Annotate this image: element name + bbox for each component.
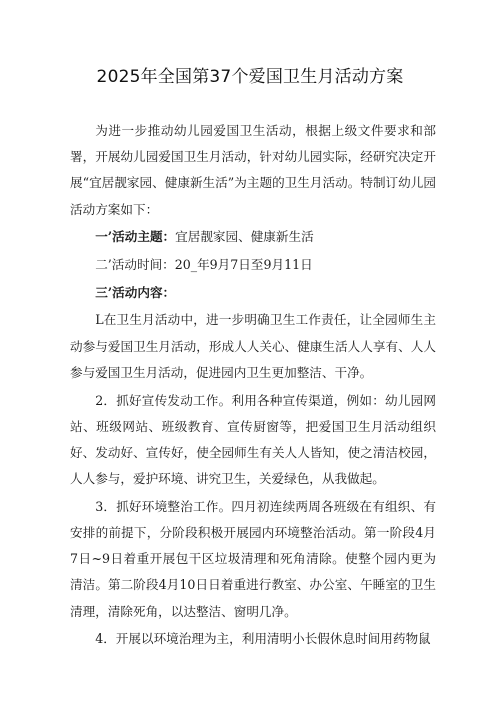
item-theme-value: 宜居靓家园、健康新生活 [175, 229, 314, 245]
document-body [70, 118, 436, 654]
item-theme [70, 224, 436, 250]
item-time: 二’活动时间：20_年9月7日至9月11日 [95, 257, 313, 273]
item-content-label: 三’活动内容： [95, 284, 176, 300]
content-paragraph-2: 2．抓好宣传发动工作。利用各种宣传渠道，例如：幼儿园网站、班级网站、班级教育、宣传厨窗等，把爱国卫生月活动组织好、发动好、宣传好，使全园师生有关人人皆知，使之清洁校园，人人参与，爱护环境、讲究卫生，关爱绿色，从我做起。 [70, 392, 436, 487]
intro-paragraph: 为进一步推动幼儿园爱国卫生活动，根据上级文件要求和部署，开展幼儿园爱国卫生月活动，针对幼儿园实际，经研究决定开展“宜居靓家园、健康新生活”为主题的卫生月活动。特制订幼儿园活动方案如下： [70, 123, 436, 217]
item-content-heading [70, 280, 436, 306]
item-theme-label: 一’活动主题： [95, 229, 176, 245]
page-title: 2025年全国第37个爱国卫生月活动方案 [96, 67, 404, 87]
content-paragraph-3: 3．抓好环境整治工作。四月初连续两周各班级在有组织、有安排的前提下，分阶段积极开展园内环境整治活动。第一阶段4月7日~9日着重开展包干区垃圾清理和死角清除。使整个园内更为清洁。第二阶段4月10日日着重进行教室、办公室、午睡室的卫生清理，清除死角，以达整洁、窗明几净。 [70, 498, 436, 619]
content-paragraph-1: L在卫生月活动中，进一步明确卫生工作责任，让全园师生主动参与爱国卫生月活动，形成人人关心、健康生活人人享有、人人参与爱国卫生月活动，促进园内卫生更加整洁、干净。 [70, 312, 436, 380]
content-paragraph-4: 4．开展以环境治理为主，利用清明小长假休息时间用药物鼠 [95, 631, 431, 647]
